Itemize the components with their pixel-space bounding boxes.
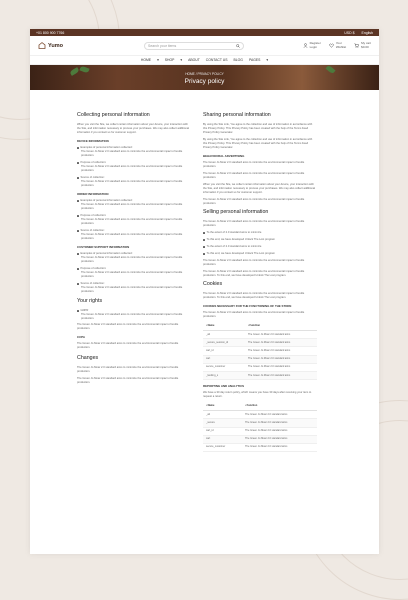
item-text: The Green Jo Moar 2.0 standard aims to minimize the environmental impact of textile production. (81, 218, 183, 225)
ccpa-heading: CCPA (77, 335, 85, 339)
page-frame (30, 29, 379, 554)
behavioural-heading: BEHAVIOURAL ADVERTISING (203, 154, 245, 158)
cell-name: _secure (203, 419, 242, 427)
cell-function: The Green Jo Moar 2.0 standard aims (245, 331, 317, 339)
bullet-text: To this end, we have developed Unlock The Lost program (206, 238, 276, 241)
nav-chevron-down-icon: ▾ (266, 58, 269, 62)
analytics-table (203, 402, 317, 452)
table-row (203, 355, 317, 363)
section-heading: CUSTOMER SUPPORT INFORMATION (77, 245, 130, 249)
item-text: The Green Jo Moar 2.0 standard aims to minimize the environmental impact of textile production. (81, 203, 183, 210)
bullet-text: To the extent of 2.0 standard aims to minimize (206, 231, 262, 234)
bullet-icon (77, 177, 79, 179)
reporting-heading: REPORTING AND ANALYTICS (203, 384, 245, 389)
table-row (203, 435, 317, 443)
item-label: Source of collection: (80, 229, 105, 232)
table-row (203, 363, 317, 371)
cell-name: _landing_s (203, 371, 245, 379)
sharing-paragraph: By using the Site Link, You agree to the collection and use of information in accordance with this Privacy Policy. This Privacy Policy has been created with the help of the Terms Feed Privacy Policy Generator. (203, 138, 313, 149)
breadcrumb[interactable]: HOME / PRIVACY POLICY (185, 72, 224, 76)
cell-name: cart (203, 355, 245, 363)
house-logo-icon (38, 42, 46, 49)
item-label: Purpose of collection: (80, 267, 107, 270)
item-label: Source of collection: (80, 282, 105, 285)
cell-function: The Green Jo Moar 2.0 standard aims (242, 411, 317, 419)
item-label: Examples of personal information collected: (80, 252, 133, 255)
cookies-title: Cookies (203, 281, 223, 287)
nav-item-about[interactable]: ABOUT (188, 58, 200, 62)
logo[interactable] (38, 42, 84, 49)
bullet-icon (77, 147, 79, 149)
list-item (203, 245, 317, 249)
bullet-icon (77, 268, 79, 270)
bullet-icon (203, 239, 205, 241)
bullet-icon (77, 162, 79, 164)
item-label: Purpose of collection: (80, 161, 107, 164)
hero-banner (30, 65, 379, 90)
item-text: The Green Jo Moar 2.0 standard aims to minimize the environmental impact of textile production. (81, 286, 183, 293)
nav-chevron-down-icon: ▾ (157, 58, 159, 62)
cell-name: secure_customer (203, 363, 245, 371)
table-row (203, 331, 317, 339)
table-row (203, 371, 317, 379)
cookies-table (203, 322, 317, 380)
top-bar (30, 29, 379, 36)
table-row (203, 419, 317, 427)
bullet-icon (77, 215, 79, 217)
nav-chevron-down-icon: ▾ (180, 58, 183, 62)
logo-text: Yumo (48, 42, 63, 49)
behavioural-paragraph: When you visit the Site, we collect certain information about your device, your interaction with the Site, and information necessary to process your purchases. We may also collect additional information if you contact us for customer support. (203, 183, 315, 194)
header-name: Name (207, 404, 215, 408)
bullet-text: To the extent of 2.0 standard aims to minimize (206, 245, 262, 248)
cell-name: secure_customer (203, 443, 242, 451)
bullet-icon (203, 246, 205, 248)
cell-function: The Green Jo Moar 2.0 standard aims (242, 435, 317, 443)
page-title: Privacy policy (184, 78, 225, 85)
table-header: • Name (203, 322, 245, 331)
collecting-title: Collecting personal information (77, 112, 150, 118)
item-text: The Green Jo Moar 2.0 standard aims to minimize the environmental impact of textile production. (81, 271, 183, 278)
currency-select[interactable]: USD $ (344, 30, 355, 35)
table-header: • Function (242, 402, 317, 411)
cart-link[interactable] (354, 42, 371, 49)
reporting-paragraph: We have a 30 day return policy, which means you have 30 days after receiving your item to request a return. (203, 391, 312, 399)
cart-total: $0.00 (361, 44, 369, 49)
left-column (77, 112, 191, 456)
cell-name: cart_id (203, 427, 242, 435)
gdpr-label: GDPR (80, 309, 89, 312)
cell-function: The Green Jo Moar 2.0 standard aims (245, 355, 317, 363)
behavioural-paragraph: The Green Jo Moar 2.0 standard aims to minimize the environmental impact of textile production. (203, 198, 305, 205)
item-label: Source of collection: (80, 176, 105, 179)
nav-item-pages[interactable]: PAGES (248, 58, 261, 62)
search-icon[interactable] (236, 44, 240, 48)
changes-title: Changes (77, 355, 99, 361)
phone-number[interactable]: +01 800 900 7766 (36, 30, 65, 35)
item-text: The Green Jo Moar 2.0 standard aims to minimize the environmental impact of textile production. (81, 233, 183, 240)
cell-function: The Green Jo Moar 2.0 standard aims (245, 339, 317, 347)
changes-paragraph: The Green Jo Moar 2.0 standard aims to minimize the environmental impact of textile production. (77, 366, 179, 373)
header-name: Name (207, 324, 215, 327)
main-nav (30, 56, 379, 65)
wishlist-link[interactable] (329, 42, 346, 49)
register-link[interactable]: Register (309, 40, 321, 45)
table-row (203, 347, 317, 355)
sharing-title: Sharing personal information (203, 112, 271, 118)
item-text: The Green Jo Moar 2.0 standard aims to minimize the environmental impact of textile production. (81, 165, 183, 172)
rights-paragraph: The Green Jo Moar 2.0 standard aims to minimize the environmental impact of textile production. (77, 342, 179, 349)
cell-function: The Green Jo Moar 2.0 standard aims (245, 347, 317, 355)
item-label: Examples of personal information collected: (80, 199, 133, 202)
cell-function: The Green Jo Moar 2.0 standard aims (245, 363, 317, 371)
cell-name: cart (203, 435, 242, 443)
right-column (203, 112, 317, 456)
selling-paragraph: The Green Jo Moar 2.0 standard aims to minimize the environmental impact of textile production. To this end, we have developed Unlock The Lost program. (203, 270, 305, 277)
account-link[interactable] (303, 42, 321, 49)
search-placeholder: Search your items (148, 43, 177, 48)
sharing-paragraph: By using the Site Link, You agree to the collection and use of information in accordance with this Privacy Policy. This Privacy Policy has been created with the help of the Terms Feed Privacy Policy Generator. (203, 123, 313, 134)
cart-icon (354, 43, 359, 48)
bullet-text: To this end, we have developed Unlock The Lost program (206, 252, 276, 255)
heart-icon (329, 43, 334, 48)
bullet-icon (77, 230, 79, 232)
item-label: Examples of personal information collected: (80, 146, 133, 149)
item-label: Purpose of collection: (80, 214, 107, 217)
nav-item-contact[interactable]: CONTACT US (205, 58, 228, 62)
bullet-icon (203, 232, 205, 234)
cell-function: The Green Jo Moar 2.0 standard aims (245, 371, 317, 379)
user-icon (303, 43, 308, 48)
behavioural-paragraph: The Green Jo Moar 2.0 standard aims to minimize the environmental impact of textile production. (203, 172, 305, 179)
cart-label: My cart (361, 40, 371, 45)
login-link[interactable]: Login (309, 44, 317, 49)
cell-function: The Green Jo Moar 2.0 standard aims (242, 443, 317, 451)
rights-title: Your rights (77, 298, 103, 304)
cell-name: _secure_session_id (203, 339, 245, 347)
item-text: The Green Jo Moar 2.0 standard aims to minimize the environmental impact of textile production. (81, 150, 183, 157)
cell-name: _ab (203, 331, 245, 339)
site-header (30, 36, 379, 56)
cell-function: The Green Jo Moar 2.0 standard aims (242, 427, 317, 435)
content-columns (30, 90, 379, 456)
list-item (203, 231, 317, 235)
nav-item-home[interactable]: HOME (140, 58, 152, 62)
section-heading: DEVICE INFORMATION (77, 139, 109, 143)
section-heading: ORDER INFORMATION (77, 192, 109, 196)
table-header: • Function (245, 322, 317, 331)
search-input[interactable] (144, 42, 244, 50)
bullet-icon (77, 200, 79, 202)
item-text: The Green Jo Moar 2.0 standard aims to minimize the environmental impact of textile production. (81, 180, 183, 187)
cell-function: The Green Jo Moar 2.0 standard aims (242, 419, 317, 427)
behavioural-paragraph: The Green Jo Moar 2.0 standard aims to minimize the environmental impact of textile production. (203, 161, 305, 168)
table-row (203, 339, 317, 347)
header-icons (303, 42, 371, 49)
list-item (203, 238, 317, 242)
item-text: The Green Jo Moar 2.0 standard aims to minimize the environmental impact of textile production. (81, 256, 183, 263)
cookies-heading: COOKIES NECESSARY FOR THE FUNCTIONING OF THE STORE (203, 304, 292, 308)
cell-name: cart_id (203, 347, 245, 355)
nav-item-shop[interactable]: SHOP (164, 58, 175, 62)
changes-paragraph: The Green Jo Moar 2.0 standard aims to minimize the environmental impact of textile production. (77, 377, 179, 384)
header-function: Function (249, 324, 261, 327)
bullet-icon (203, 253, 205, 255)
selling-title: Selling personal information (203, 209, 269, 215)
list-item (203, 252, 317, 256)
bullet-icon (77, 253, 79, 255)
cookies-paragraph: The Green Jo Moar 2.0 standard aims to minimize the environmental impact of textile production. (203, 311, 305, 318)
wishlist-label-2: Wishlist (335, 44, 347, 49)
rights-paragraph: The Green Jo Moar 2.0 standard aims to minimize the environmental impact of textile production. (77, 323, 179, 330)
table-row (203, 411, 317, 419)
cookies-paragraph: The Green Jo Moar 2.0 standard aims to minimize the environmental impact of textile production. To this end, we have developed Unlock The Lost program. (203, 292, 305, 299)
wishlist-label: Your (335, 40, 342, 45)
cell-name: _ab (203, 411, 242, 419)
table-header: • Name (203, 402, 242, 411)
selling-paragraph: The Green Jo Moar 2.0 standard aims to minimize the environmental impact of textile production. (203, 259, 305, 266)
nav-item-blog[interactable]: BLOG (233, 58, 243, 62)
gdpr-text: The Green Jo Moar 2.0 standard aims to minimize the environmental impact of textile production. (81, 313, 183, 320)
table-row (203, 427, 317, 435)
language-select[interactable]: English (361, 30, 373, 35)
collecting-intro: When you visit the Site, we collect certain information about your device, your interaction with the Site, and information necessary to process your purchases. We may also collect additional information if you contact us for customer support. (77, 123, 189, 134)
header-function: Function (246, 404, 258, 408)
table-row (203, 443, 317, 451)
selling-paragraph: The Green Jo Moar 2.0 standard aims to minimize the environmental impact of textile production. (203, 220, 305, 227)
bullet-icon (77, 310, 79, 312)
bullet-icon (77, 283, 79, 285)
